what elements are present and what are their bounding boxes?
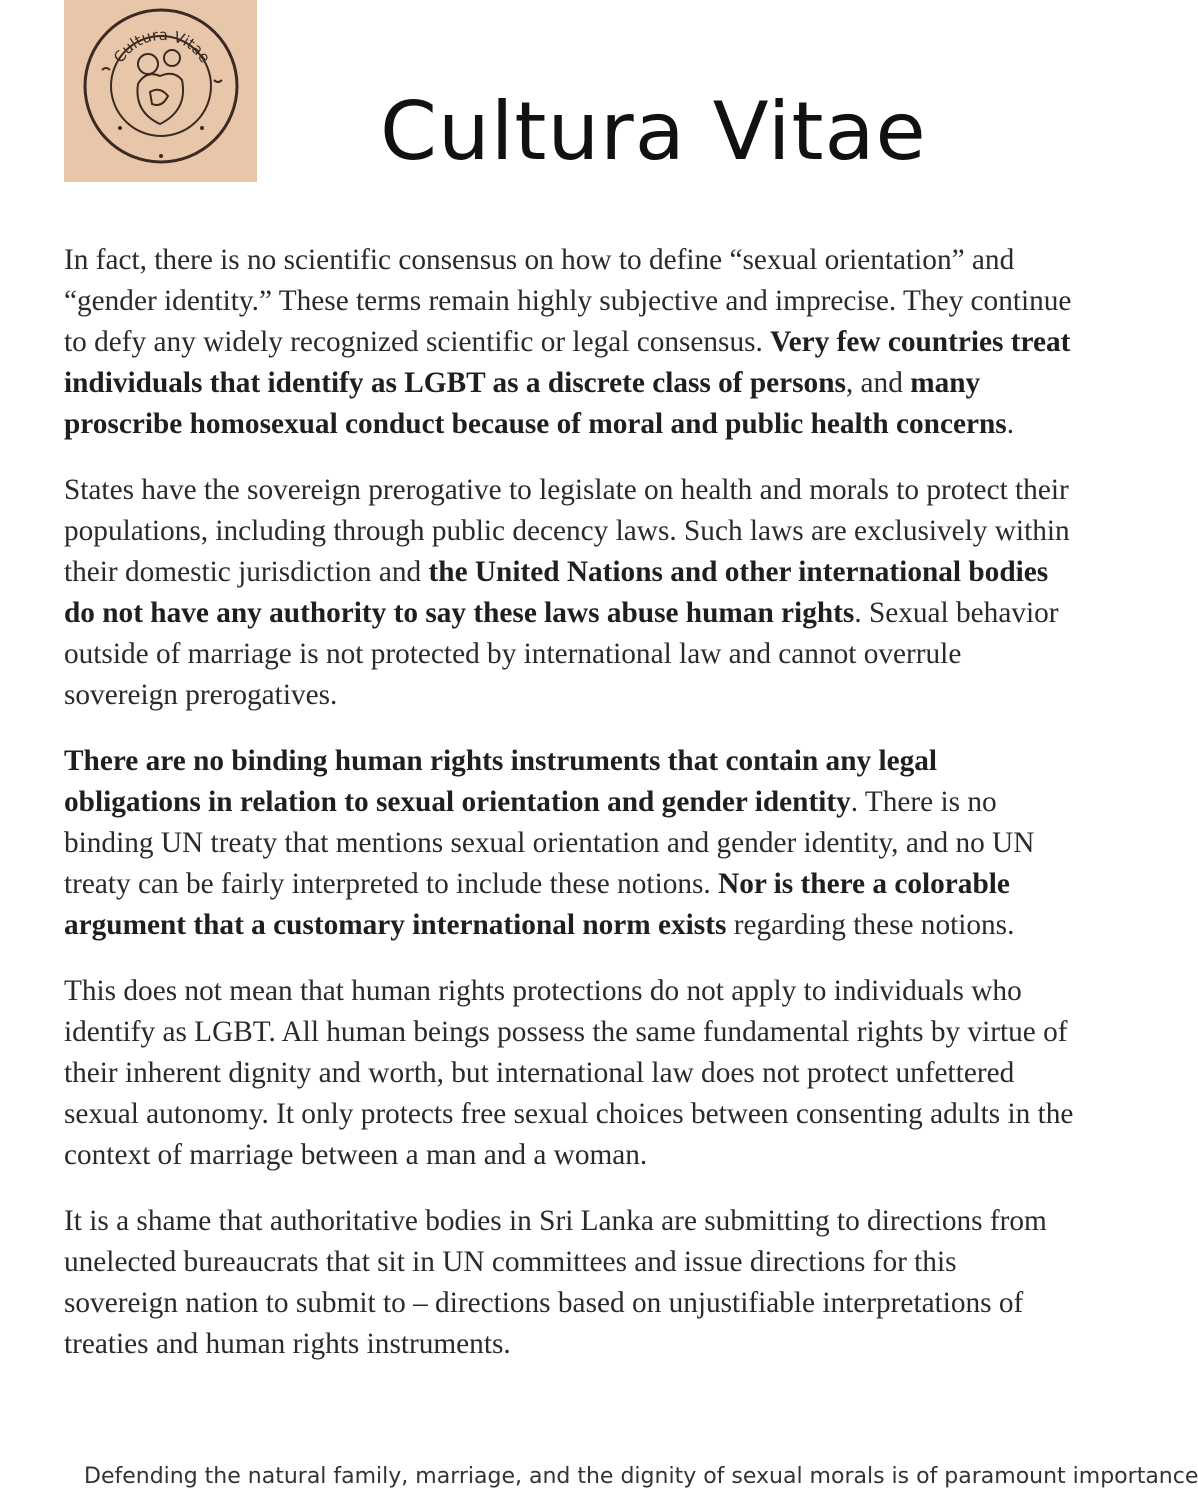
paragraph [64, 741, 1074, 946]
text-run: regarding these notions. [726, 909, 1015, 941]
text-run: It is a shame that authoritative bodies in Sri Lanka are submitting to directions from unelected bureaucrats that sit in UN committees and issue directions for this sovereign nation to submit to – directions based on unjustifiable interpretations of treaties and human rights instruments. [64, 1205, 1047, 1360]
bold-text-run: Very few countries treat individuals that identify as LGBT as a discrete class of persons [64, 326, 1071, 399]
page-header [0, 0, 1124, 230]
text-run: In fact, there is no scientific consensus on how to define “sexual orientation” and “gender identity.” These terms remain highly subjective and imprecise. They continue to defy any widely recognized scientific or legal consensus. [64, 244, 1072, 358]
paragraph [64, 971, 1074, 1176]
masthead-title: Cultura Vitae [380, 85, 927, 178]
paragraph [64, 240, 1074, 445]
paragraph [64, 470, 1074, 716]
article-body [64, 240, 1074, 1390]
text-run: This does not mean that human rights protections do not apply to individuals who identify as LGBT. All human beings possess the same fundamental rights by virtue of their inherent dignity and worth, but international law does not protect unfettered sexual autonomy. It only protects free sexual choices between consenting adults in the context of marriage between a man and a woman. [64, 975, 1074, 1171]
svg-text:Cultura Vitae: Cultura Vitae [109, 25, 215, 67]
bold-text-run: Nor is there a colorable argument that a customary international norm exists [64, 868, 1010, 941]
bold-text-run: There are no binding human rights instruments that contain any legal obligations in relation to sexual orientation and gender identity [64, 745, 938, 818]
text-run: . There is no binding UN treaty that mentions sexual orientation and gender identity, and no UN treaty can be fairly interpreted to include these notions. [64, 786, 1035, 900]
cutoff-text: Defending the natural family, marriage, and the dignity of sexual morals is of paramount importance [84, 1464, 1198, 1489]
text-run: States have the sovereign prerogative to legislate on health and morals to protect their populations, including through public decency laws. Such laws are exclusively within their domestic jurisdiction and [64, 474, 1070, 588]
text-run: . Sexual behavior outside of marriage is not protected by international law and cannot overrule sovereign prerogatives. [64, 597, 1059, 711]
bold-text-run: the United Nations and other international bodies do not have any authority to say these laws abuse human rights [64, 556, 1049, 629]
stamp-seal-icon [64, 0, 257, 182]
logo-image [64, 0, 257, 182]
text-run: , and [845, 367, 911, 399]
paragraph [64, 1201, 1074, 1365]
text-run: . [1006, 408, 1015, 440]
bold-text-run: many proscribe homosexual conduct because of moral and public health concerns [64, 367, 1007, 440]
cutoff-text-line [84, 1460, 1198, 1489]
